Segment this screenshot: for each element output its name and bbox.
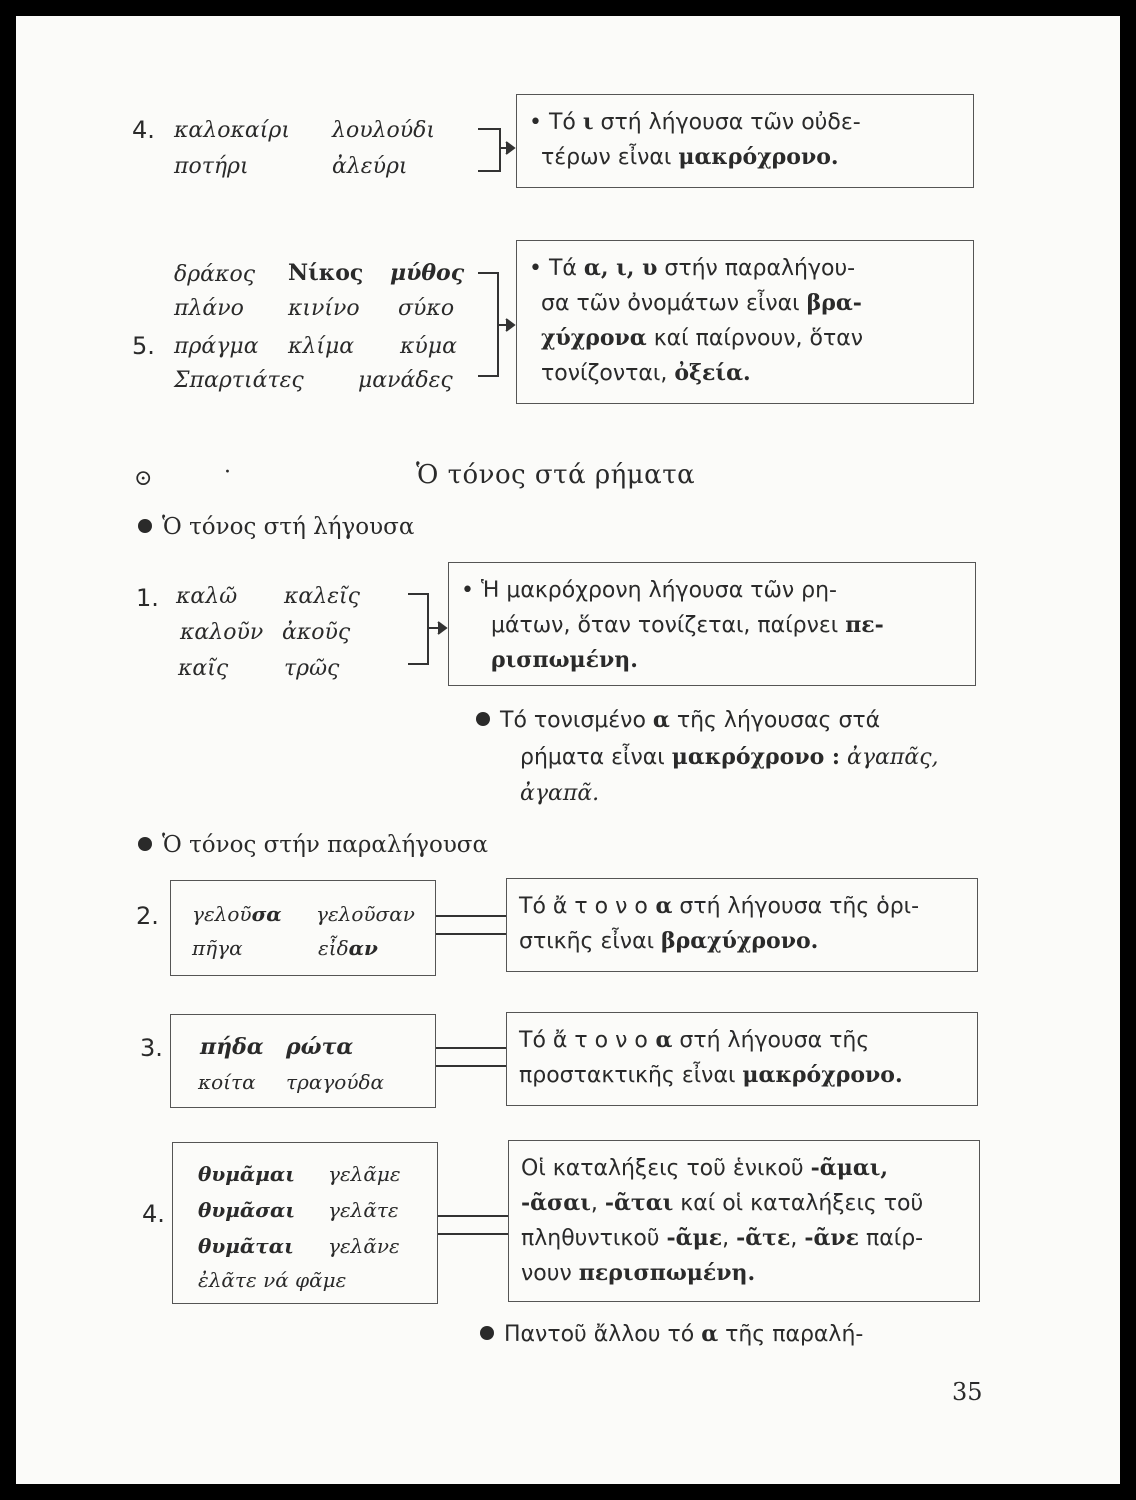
example-word: καλοῦν <box>180 620 264 645</box>
example-word: πλάνο <box>174 296 244 321</box>
bullet-icon <box>138 519 152 533</box>
bullet-icon <box>480 1326 494 1340</box>
example-word: κλίμα <box>288 334 355 359</box>
example-word: λουλούδι <box>332 118 435 143</box>
section-symbol: ⊙ <box>134 466 153 491</box>
example-word: πράγμα <box>174 334 259 359</box>
example-word: ρώτα <box>286 1034 354 1060</box>
group-number: 4. <box>142 1200 165 1228</box>
example-word: θυμᾶσαι <box>198 1198 296 1222</box>
textbook-page <box>16 16 1120 1484</box>
rule-box <box>516 240 974 404</box>
example-word: εἶδαν <box>318 936 378 960</box>
example-word: θυμᾶται <box>198 1234 294 1258</box>
group-number: 5. <box>132 332 155 360</box>
example-word: Νίκος <box>288 260 364 286</box>
example-box <box>170 880 436 976</box>
rule-text: • Ἡ μακρόχρονη λήγουσα τῶν ρη- μάτων, ὅταν τονίζεται, παίρνει πε- ρισπωμένη. <box>461 578 884 673</box>
group-number: 2. <box>136 902 159 930</box>
example-word: τραγούδα <box>286 1070 385 1094</box>
example-word: ποτήρι <box>174 154 249 179</box>
example-word: γελοῦσα <box>192 902 282 926</box>
rule-box <box>506 878 978 972</box>
bullet-note: Παντοῦ ἄλλου τό α τῆς παραλή- <box>480 1316 863 1353</box>
example-word: γελᾶνε <box>328 1234 400 1258</box>
example-word: γελοῦσαν <box>316 902 415 926</box>
rule-text: Τό ἄ τ ο ν ο α στή λήγουσα τῆς ὁρι- στικῆς εἶναι βραχύχρονο. <box>519 893 920 954</box>
example-word: Σπαρτιάτες <box>174 368 304 393</box>
example-word: σύκο <box>398 296 455 321</box>
rule-box <box>506 1012 978 1106</box>
example-word: μύθος <box>390 260 465 286</box>
rule-box <box>448 562 976 686</box>
rule-text: • Τό ι στή λήγουσα τῶν οὐδε- τέρων εἶναι μακρόχρονο. <box>529 109 861 170</box>
example-word: καλῶ <box>176 584 238 609</box>
example-word: κύμα <box>400 334 457 359</box>
example-word: θυμᾶμαι <box>198 1162 295 1186</box>
rule-text: Οἱ καταλήξεις τοῦ ἑνικοῦ -ᾶμαι, -ᾶσαι, -ᾶται καί οἱ καταλήξεις τοῦ πληθυντικοῦ -ᾶμε, -ᾶτε, -ᾶνε παίρ- νουν περισπωμένη. <box>521 1155 924 1286</box>
example-word: ἐλᾶτε νά φᾶμε <box>198 1268 347 1292</box>
example-word: πῆγα <box>192 936 243 960</box>
group-number: 1. <box>136 584 159 612</box>
example-word: κινίνο <box>288 296 360 321</box>
rule-text: Τό ἄ τ ο ν ο α στή λήγουσα τῆς προστακτικῆς εἶναι μακρόχρονο. <box>519 1027 903 1088</box>
section-title: Ὁ τόνος στά ρήματα <box>416 460 696 490</box>
group-number: 3. <box>140 1034 163 1062</box>
example-word: καῖς <box>178 656 229 681</box>
group-number: 4. <box>132 116 155 144</box>
example-word: κοίτα <box>198 1070 256 1094</box>
page-number: 35 <box>952 1378 983 1406</box>
rule-text: • Τά α, ι, υ στήν παραλήγου- σα τῶν ὀνομάτων εἶναι βρα- χύχρονα καί παίρνουν, ὅταν τονίζονται, ὀξεία. <box>529 255 864 386</box>
subheading: Ὁ τόνος στήν παραλήγουσα <box>138 832 488 858</box>
example-word: δράκος <box>174 262 256 287</box>
bullet-note: Τό τονισμένο α τῆς λήγουσας στά ρήματα εἶναι μακρόχρονο : ἀγαπᾶς, ἀγαπᾶ. <box>476 702 976 812</box>
example-word: τρῶς <box>284 656 340 681</box>
example-word: γελᾶμε <box>328 1162 401 1186</box>
example-word: πήδα <box>200 1034 264 1060</box>
example-word: ἀλεύρι <box>332 154 408 179</box>
example-word: μανάδες <box>358 368 453 393</box>
bullet-icon <box>476 712 490 726</box>
example-word: ἀκοῦς <box>282 620 351 645</box>
middle-dot: · <box>224 460 231 485</box>
example-word: καλοκαίρι <box>174 118 290 143</box>
rule-box <box>508 1140 980 1302</box>
subheading: Ὁ τόνος στή λήγουσα <box>138 514 414 540</box>
example-word: καλεῖς <box>284 584 360 609</box>
rule-box <box>516 94 974 188</box>
bullet-icon <box>138 837 152 851</box>
example-word: γελᾶτε <box>328 1198 399 1222</box>
